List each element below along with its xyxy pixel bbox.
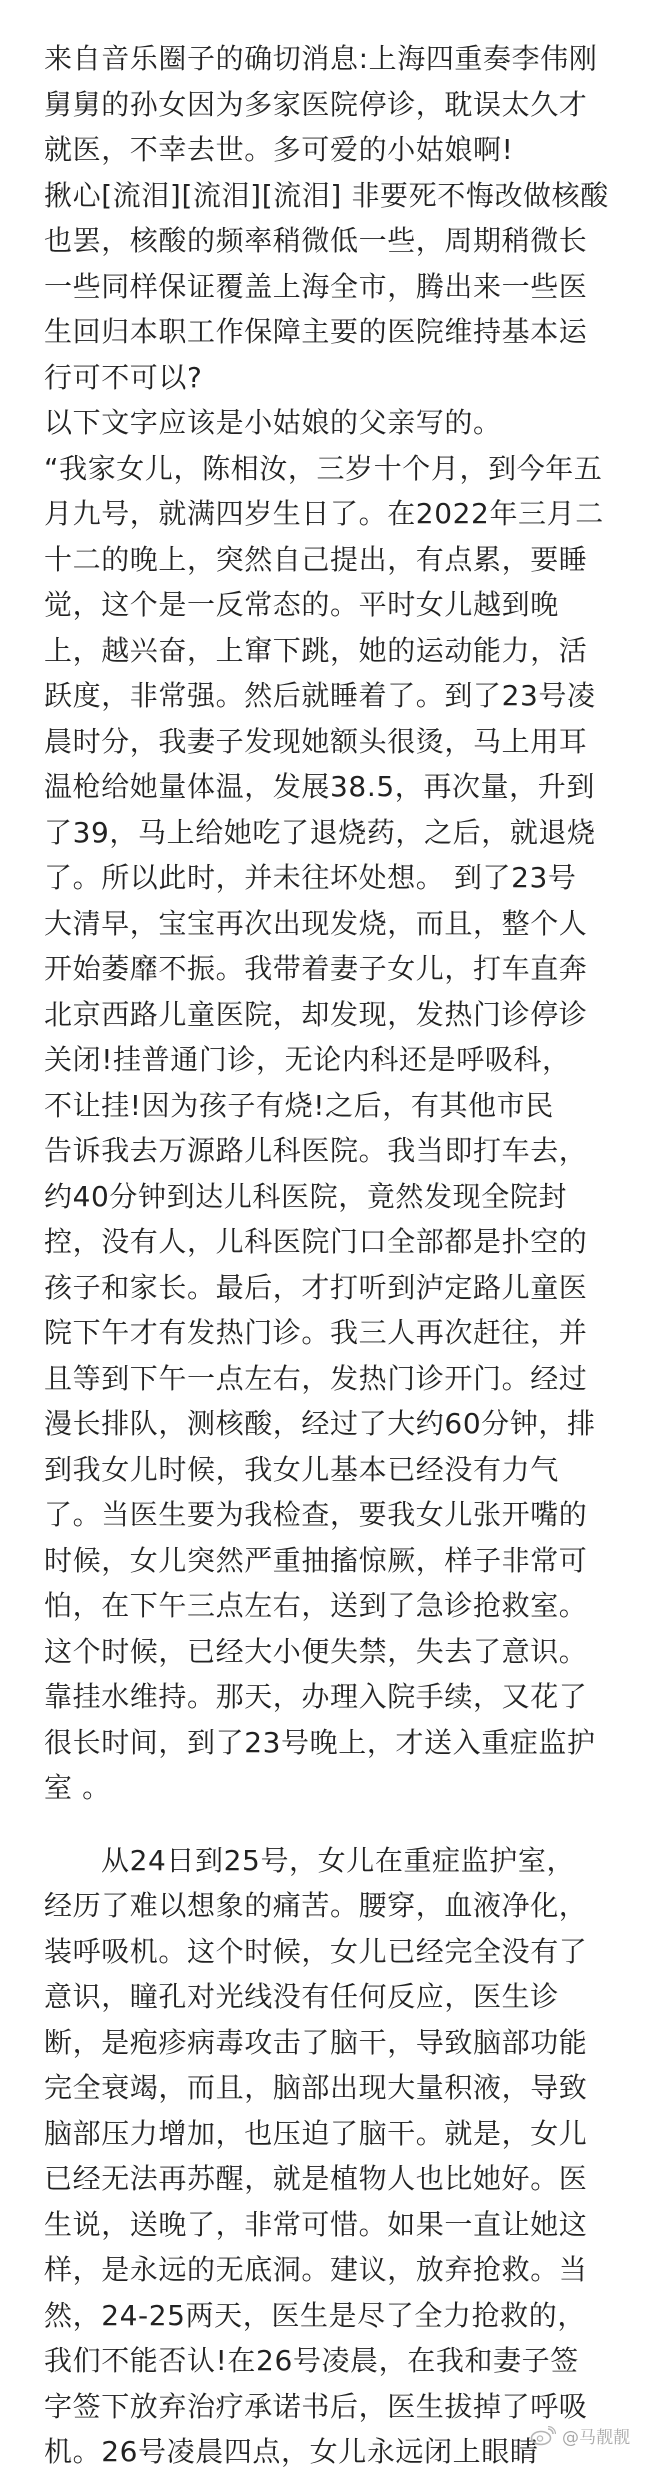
text-line: 字签下放弃治疗承诺书后，医生拔掉了呼吸 [44, 2389, 588, 2423]
text-line: 然，24-25两天，医生是尽了全力抢救的， [44, 2298, 586, 2332]
text-line: 告诉我去万源路儿科医院。我当即打车去， [44, 1134, 588, 1167]
text-line: 揪心[流泪][流泪][流泪] 非要死不悔改做核酸 [44, 178, 609, 212]
text-line: 来自音乐圈子的确切消息:上海四重奏李伟刚 [44, 42, 598, 75]
text-line: 孩子和家长。最后，才打听到泸定路儿童医 [44, 1270, 588, 1304]
text-line: 就医，不幸去世。多可爱的小姑娘啊! [44, 133, 514, 166]
text-line: 不让挂!因为孩子有烧!之后，有其他市民 [44, 1088, 554, 1122]
text-line: 约40分钟到达儿科医院，竟然发现全院封 [44, 1179, 568, 1213]
text-line: 机。26号凌晨四点，女儿永远闭上眼睛 [44, 2435, 539, 2468]
text-line: 很长时间，到了23号晚上，才送入重症监护 [44, 1725, 596, 1759]
text-line: 一些同样保证覆盖上海全市，腾出来一些医 [44, 269, 588, 303]
text-line: “我家女儿，陈相汝，三岁十个月，到今年五 [44, 451, 603, 485]
text-line: 室 。 [44, 1771, 111, 1804]
text-line: 脑部压力增加，也压迫了脑干。就是，女儿 [44, 2116, 588, 2150]
text-line: 十二的晚上，突然自己提出，有点累，要睡 [44, 542, 588, 576]
text-line: 了。当医生要为我检查，要我女儿张开嘴的 [44, 1498, 588, 1531]
text-line: 经历了难以想象的痛苦。腰穿，血液净化， [44, 1889, 588, 1922]
text-line: 生说，送晚了，非常可惜。如果一直让她这 [44, 2207, 588, 2241]
text-line: 了39，马上给她吃了退烧药，之后，就退烧 [44, 815, 596, 849]
text-line: 开始萎靡不振。我带着妻子女儿，打车直奔 [44, 952, 588, 985]
text-line: 这个时候，已经大小便失禁，失去了意识。 [44, 1634, 588, 1668]
text-line: 月九号，就满四岁生日了。在2022年三月二 [44, 497, 604, 530]
text-line: 完全衰竭，而且，脑部出现大量积液，导致 [44, 2071, 588, 2104]
text-line: 断，是疱疹病毒攻击了脑干，导致脑部功能 [44, 2025, 588, 2059]
text-line: 北京西路儿童医院，却发现，发热门诊停诊 [44, 997, 588, 1031]
text-line: 漫长排队，测核酸，经过了大约60分钟，排 [44, 1407, 596, 1440]
text-line: 且等到下午一点左右，发热门诊开门。经过 [44, 1361, 588, 1395]
text-line: 舅舅的孙女因为多家医院停诊，耽误太久才 [44, 87, 588, 121]
watermark-text: @马靓靓 [562, 2428, 630, 2448]
text-line: 行可不可以? [44, 360, 203, 394]
text-line: 了。所以此时，并未往坏处想。 到了23号 [44, 861, 577, 894]
text-line: 晨时分，我妻子发现她额头很烫，马上用耳 [44, 724, 588, 758]
text-line: 大清早，宝宝再次出现发烧，而且，整个人 [44, 906, 588, 940]
text-line: 生回归本职工作保障主要的医院维持基本运 [44, 315, 588, 348]
text-line: 装呼吸机。这个时候，女儿已经完全没有了 [44, 1934, 588, 1968]
text-line: 怕，在下午三点左右，送到了急诊抢救室。 [44, 1589, 588, 1622]
text-line: 样，是永远的无底洞。建议，放弃抢救。当 [44, 2253, 588, 2286]
text-line: 觉，这个是一反常态的。平时女儿越到晚 [44, 588, 559, 621]
post-text [44, 36, 628, 2475]
text-line: 时候，女儿突然严重抽搐惊厥，样子非常可 [44, 1543, 588, 1577]
text-line: 我们不能否认!在26号凌晨，在我和妻子签 [44, 2344, 579, 2377]
text-line: 跃度，非常强。然后就睡着了。到了23号凌 [44, 679, 596, 712]
text-line: 温枪给她量体温，发展38.5，再次量，升到 [44, 770, 595, 803]
text-line: 院下午才有发热门诊。我三人再次赶往，并 [44, 1316, 588, 1349]
text-line: 靠挂水维持。那天，办理入院手续，又花了 [44, 1680, 588, 1713]
text-line: 以下文字应该是小姑娘的父亲写的。 [44, 406, 502, 439]
text-line: 意识，瞳孔对光线没有任何反应，医生诊 [44, 1980, 559, 2013]
text-line: 关闭!挂普通门诊，无论内科还是呼吸科， [44, 1043, 571, 1076]
text-line: 也罢，核酸的频率稍微低一些，周期稍微长 [44, 224, 588, 257]
text-line: 从24日到25号，女儿在重症监护室， [44, 1843, 576, 1877]
paragraph-2 [44, 1838, 628, 2475]
paragraph-1 [44, 36, 628, 1811]
text-line: 到我女儿时候，我女儿基本已经没有力气 [44, 1452, 559, 1486]
watermark [530, 2423, 630, 2448]
weibo-logo-icon [530, 2426, 556, 2446]
text-line: 已经无法再苏醒，就是植物人也比她好。医 [44, 2162, 588, 2195]
text-line: 控，没有人，儿科医院门口全部都是扑空的 [44, 1225, 588, 1258]
text-line: 上，越兴奋，上窜下跳，她的运动能力，活 [44, 633, 588, 667]
